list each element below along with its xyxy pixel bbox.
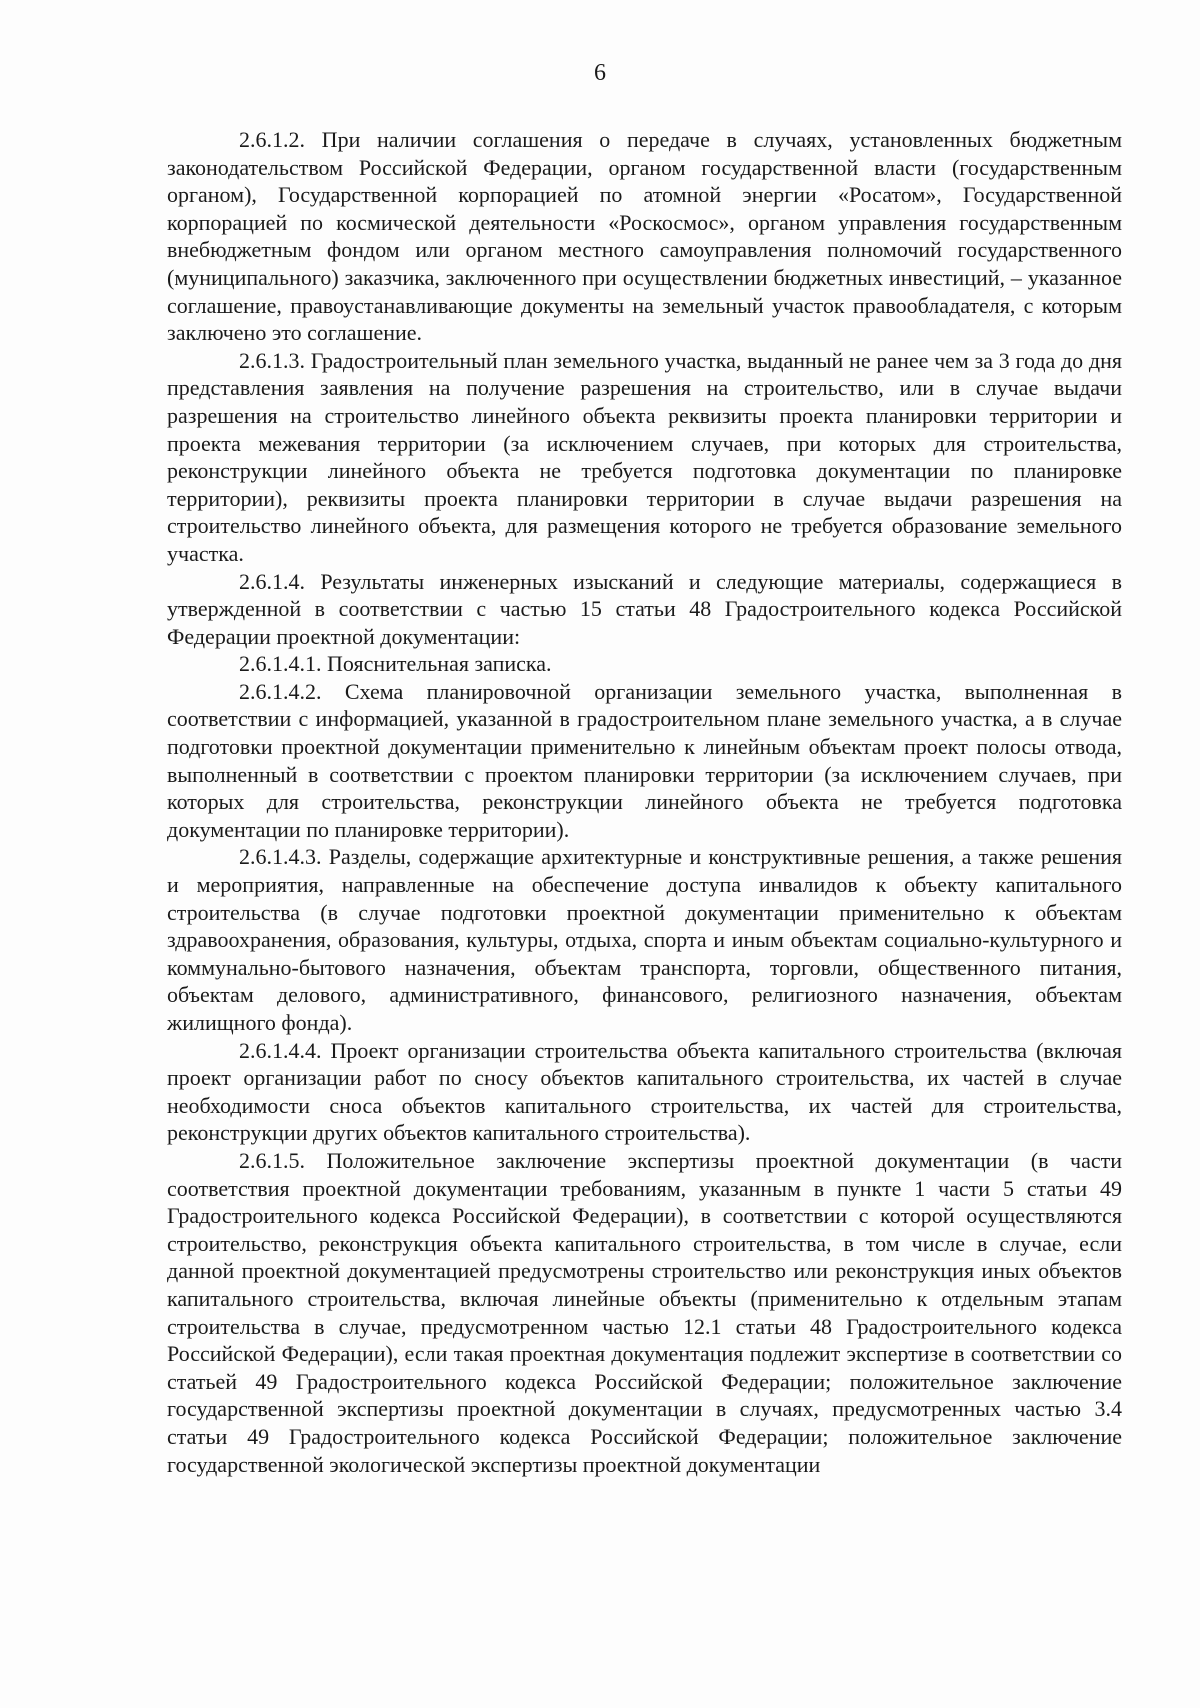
paragraph-2-6-1-5: 2.6.1.5. Положительное заключение экспертизы проектной документации (в части соответствия проектной документации требованиям, указанным в пункте 1 части 5 статьи 49 Градостроительного кодекса Российской Федерации), в соответствии с которой осуществляются строительство, реконструкция объекта капитального строительства, в том числе в случае, если данной проектной документацией предусмотрены строительство или реконструкция иных объектов капитального строительства, включая линейные объекты (применительно к отдельным этапам строительства в случае, предусмотренном частью 12.1 статьи 48 Градостроительного кодекса Российской Федерации), если такая проектная документация подлежит экспертизе в соответствии со статьей 49 Градостроительного кодекса Российской Федерации; положительное заключение государственной экспертизы проектной документации в случаях, предусмотренных частью 3.4 статьи 49 Градостроительного кодекса Российской Федерации; положительное заключение государственной экологической экспертизы проектной документации	[167, 1147, 1122, 1477]
paragraph-2-6-1-4-1: 2.6.1.4.1. Пояснительная записка.	[239, 651, 552, 677]
paragraph-2-6-1-2: 2.6.1.2. При наличии соглашения о передаче в случаях, установленных бюджетным законодательством Российской Федерации, органом государственной власти (государственным органом), Государственной корпорацией по атомной энергии «Росатом», Государственной корпорацией по космической деятельности «Роскосмос», органом управления государственным внебюджетным фондом или органом местного самоуправления полномочий государственного (муниципального) заказчика, заключенного при осуществлении бюджетных инвестиций, – указанное соглашение, правоустанавливающие документы на земельный участок правообладателя, с которым заключено это соглашение.	[167, 127, 1122, 346]
paragraph-2-6-1-4-2: 2.6.1.4.2. Схема планировочной организации земельного участка, выполненная в соответствии с информацией, указанной в градостроительном плане земельного участка, а в случае подготовки проектной документации применительно к линейным объектам проект полосы отвода, выполненный в соответствии с проектом планировки территории (за исключением случаев, при которых для строительства, реконструкции линейного объекта не требуется подготовка документации по планировке территории).	[167, 678, 1122, 842]
page-number: 6	[594, 60, 606, 86]
paragraph-2-6-1-4-4: 2.6.1.4.4. Проект организации строительства объекта капитального строительства (включая проект организации работ по сносу объектов капитального строительства, их частей в случае необходимости сноса объектов капитального строительства, их частей для строительства, реконструкции других объектов капитального строительства).	[167, 1037, 1122, 1146]
paragraph-2-6-1-3: 2.6.1.3. Градостроительный план земельного участка, выданный не ранее чем за 3 года до дня представления заявления на получение разрешения на строительство, или в случае выдачи разрешения на строительство линейного объекта реквизиты проекта планировки территории и проекта межевания территории (за исключением случаев, при которых для строительства, реконструкции линейного объекта не требуется подготовка документации по планировке территории), реквизиты проекта планировки территории в случае выдачи разрешения на строительство линейного объекта, для размещения которого не требуется образование земельного участка.	[167, 347, 1122, 566]
document-body	[167, 126, 1122, 1478]
paragraph-2-6-1-4: 2.6.1.4. Результаты инженерных изысканий и следующие материалы, содержащиеся в утвержденной в соответствии с частью 15 статьи 48 Градостроительного кодекса Российской Федерации проектной документации:	[167, 568, 1122, 649]
paragraph-2-6-1-4-3: 2.6.1.4.3. Разделы, содержащие архитектурные и конструктивные решения, а также решения и мероприятия, направленные на обеспечение доступа инвалидов к объекту капитального строительства (в случае подготовки проектной документации применительно к объектам здравоохранения, образования, культуры, отдыха, спорта и иным объектам социально-культурного и коммунально-бытового назначения, объектам транспорта, торговли, общественного питания, объектам делового, административного, финансового, религиозного назначения, объектам жилищного фонда).	[167, 844, 1122, 1035]
